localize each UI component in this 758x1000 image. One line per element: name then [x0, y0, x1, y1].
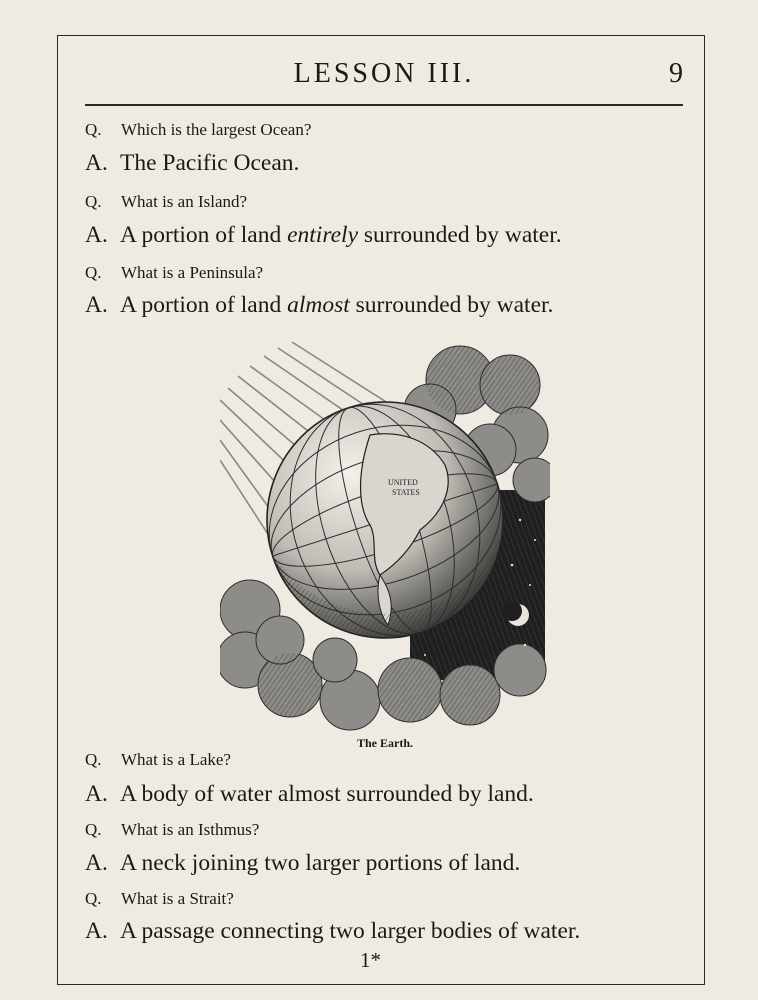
question-prefix: Q. — [85, 889, 102, 908]
question-prefix: Q. — [85, 263, 102, 282]
question-prefix: Q. — [85, 120, 102, 139]
answer-text-end: surrounded by water. — [363, 222, 562, 248]
answer-text: A neck joining two larger portions of land. — [120, 850, 521, 876]
question-2 — [85, 192, 685, 212]
answer-2 — [85, 222, 685, 249]
question-text: What is an Island? — [121, 192, 248, 211]
answer-emphasis: entirely — [287, 222, 358, 248]
question-5 — [85, 820, 685, 840]
question-text: What is a Lake? — [121, 750, 231, 769]
answer-emphasis: almost — [287, 292, 350, 318]
answer-4 — [85, 781, 685, 808]
answer-prefix: A. — [85, 781, 108, 807]
answer-prefix: A. — [85, 292, 108, 318]
answer-text-end: surrounded by water. — [355, 292, 554, 318]
figure-caption: The Earth. — [356, 736, 413, 750]
signature-mark: 1* — [360, 948, 381, 972]
page-header — [85, 58, 683, 98]
header-rule — [85, 104, 683, 106]
lesson-title: LESSON III. — [293, 58, 475, 89]
map-label-states: STATES — [392, 488, 420, 497]
question-text: What is a Peninsula? — [121, 263, 264, 282]
question-6 — [85, 889, 685, 909]
answer-prefix: A. — [85, 222, 108, 248]
question-text: Which is the largest Ocean? — [121, 120, 312, 139]
question-text: What is an Isthmus? — [121, 820, 260, 839]
question-1 — [85, 120, 685, 140]
answer-prefix: A. — [85, 918, 108, 944]
answer-text-start: A portion of land — [120, 292, 282, 318]
question-4 — [85, 750, 685, 770]
earth-engraving — [220, 340, 550, 735]
answer-text: A body of water almost surrounded by land. — [120, 781, 534, 807]
question-3 — [85, 263, 685, 283]
question-prefix: Q. — [85, 820, 102, 839]
question-prefix: Q. — [85, 750, 102, 769]
answer-5 — [85, 850, 685, 877]
answer-prefix: A. — [85, 850, 108, 876]
earth-illustration — [220, 340, 550, 735]
page-number: 9 — [669, 58, 683, 89]
answer-text-start: A portion of land — [120, 222, 282, 248]
question-prefix: Q. — [85, 192, 102, 211]
answer-1 — [85, 150, 685, 177]
answer-3 — [85, 292, 685, 319]
answer-text: A passage connecting two larger bodies of water. — [120, 918, 581, 944]
answer-prefix: A. — [85, 150, 108, 176]
question-text: What is a Strait? — [121, 889, 234, 908]
answer-text: The Pacific Ocean. — [120, 150, 300, 176]
answer-6 — [85, 918, 685, 945]
map-label-united: UNITED — [388, 478, 418, 487]
